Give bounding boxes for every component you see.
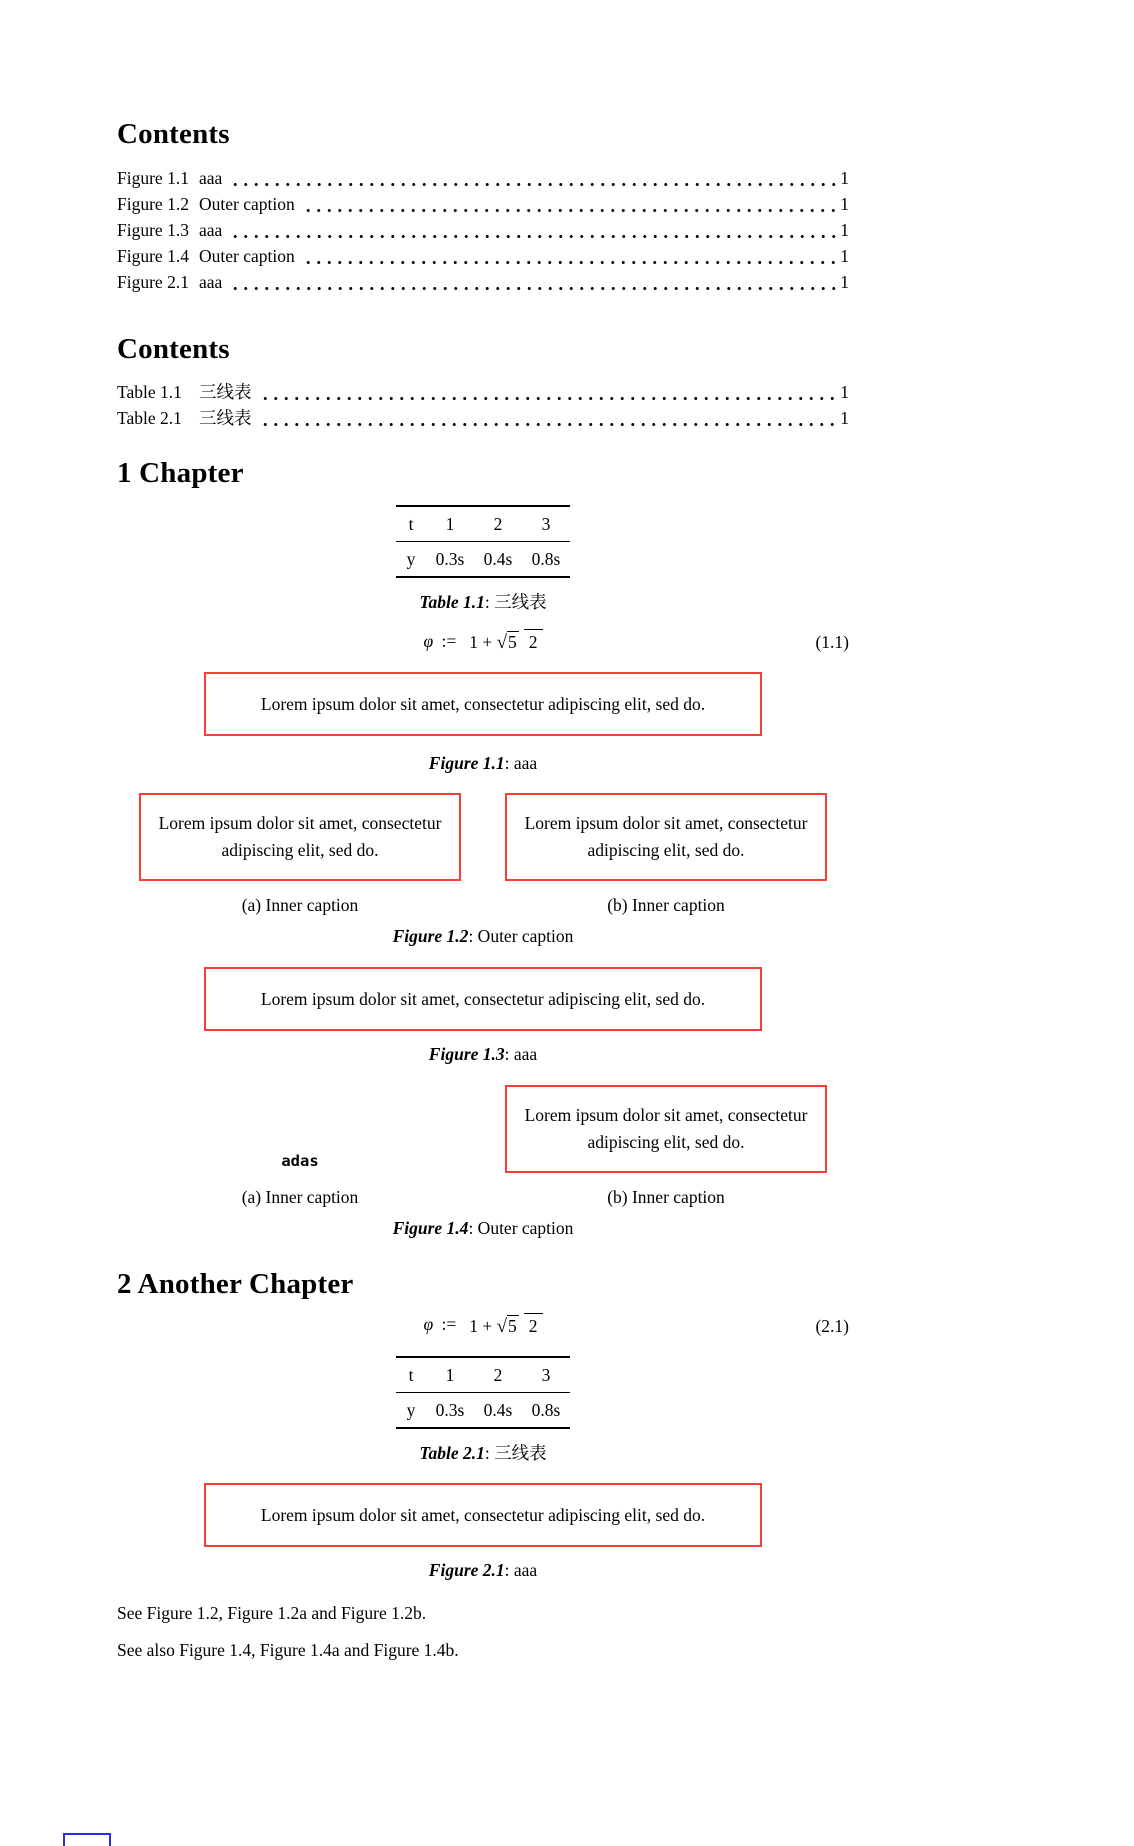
table-data-row	[396, 542, 570, 578]
radicand: 5	[508, 632, 517, 653]
table-cell: y	[406, 1399, 416, 1420]
subfigure-text: Lorem ipsum dolor sit amet, consectetur adipiscing elit, sed do.	[158, 813, 442, 861]
table-cell: t	[408, 1364, 414, 1385]
table-cell: 0.4s	[483, 549, 513, 569]
radical-sign: √	[496, 632, 508, 654]
table-data-row	[396, 1392, 570, 1428]
lot-heading: Contents	[117, 333, 230, 365]
figure-1-1-caption	[117, 752, 849, 775]
toc-entry-title: aaa	[199, 168, 223, 188]
subfigure-text: Lorem ipsum dolor sit amet, consectetur adipiscing elit, sed do.	[524, 813, 808, 861]
equation-1-1	[117, 628, 849, 656]
toc-entry-label: Figure 1.2	[117, 194, 189, 214]
toc-entry-table-2-1[interactable]	[117, 405, 849, 431]
toc-leader-dots	[230, 181, 836, 187]
figure-2-1-box	[204, 1483, 762, 1547]
table-1-1	[396, 505, 570, 578]
equation-body	[423, 1311, 542, 1339]
toc-entry-figure-2-1[interactable]	[117, 269, 849, 295]
numerator-prefix: 1 +	[469, 632, 493, 653]
caption-text: : aaa	[504, 1559, 538, 1580]
subfigure-1-4a	[117, 1085, 483, 1209]
subfigure-1-4b-caption: (b) Inner caption	[607, 1187, 725, 1208]
toc-page-number: 1	[840, 220, 849, 240]
list-of-tables	[117, 379, 849, 431]
toc-entry-title: Outer caption	[199, 194, 295, 214]
figure-2-1-caption	[117, 1559, 849, 1582]
figure-1-3-caption	[117, 1043, 849, 1066]
monospace-text: adas	[281, 1152, 319, 1171]
cursor-marker	[63, 1833, 111, 1846]
toc-entry-table-1-1[interactable]	[117, 379, 849, 405]
toc-entry-title: aaa	[199, 272, 223, 292]
toc-leader-dots	[230, 285, 836, 291]
table-cell: 0.3s	[435, 549, 465, 569]
toc-page-number: 1	[840, 246, 849, 266]
figure-1-2-caption	[117, 925, 849, 948]
caption-text: : Outer caption	[468, 1218, 574, 1239]
equation-phi: φ	[423, 1314, 434, 1335]
subfigure-1-4b-box	[505, 1085, 827, 1173]
toc-entry-label: Figure 2.1	[117, 272, 189, 292]
figure-1-3-text: Lorem ipsum dolor sit amet, consectetur adipiscing elit, sed do.	[260, 989, 706, 1010]
table-cell: 3	[541, 1364, 551, 1385]
equation-tag: (2.1)	[815, 1315, 849, 1336]
toc-entry-title: 三线表	[199, 408, 252, 428]
caption-text: : aaa	[504, 1044, 538, 1065]
toc-entry-figure-1-3[interactable]	[117, 217, 849, 243]
equation-relation: :=	[441, 1314, 457, 1335]
toc-leader-dots	[260, 395, 837, 401]
subfigure-1-4a-content	[117, 1085, 483, 1173]
caption-label: Figure 1.1	[428, 753, 505, 774]
toc-entry-figure-1-4[interactable]	[117, 243, 849, 269]
chapter-2-heading: 2 Another Chapter	[117, 1268, 354, 1301]
figure-2-1-text: Lorem ipsum dolor sit amet, consectetur adipiscing elit, sed do.	[260, 1504, 706, 1525]
caption-label: Figure 2.1	[428, 1559, 505, 1580]
toc-page-number: 1	[840, 194, 849, 214]
toc-leader-dots	[260, 421, 837, 427]
fraction-numerator	[464, 632, 524, 654]
table-cell: 2	[493, 514, 503, 534]
lof-heading: Contents	[117, 118, 230, 150]
table-2-1	[396, 1356, 570, 1429]
table-cell: 1	[445, 1364, 455, 1385]
toc-entry-figure-1-2[interactable]	[117, 191, 849, 217]
toc-entry-title: 三线表	[199, 382, 252, 402]
table-cell: y	[406, 549, 416, 569]
table-cell: t	[408, 514, 414, 534]
figure-1-4-caption	[117, 1217, 849, 1240]
subfigure-1-4a-caption: (a) Inner caption	[241, 1187, 359, 1208]
toc-entry-label: Table 2.1	[117, 408, 182, 428]
toc-leader-dots	[230, 233, 836, 239]
caption-label: Figure 1.2	[392, 926, 469, 947]
toc-page-number: 1	[840, 272, 849, 292]
caption-label: Figure 1.4	[392, 1218, 469, 1239]
toc-entry-figure-1-1[interactable]	[117, 165, 849, 191]
caption-label: Table 2.1	[419, 1442, 485, 1463]
table-cell: 0.8s	[531, 1399, 561, 1420]
toc-entry-label: Table 1.1	[117, 382, 182, 402]
equation-2-1	[117, 1311, 849, 1339]
subfigure-1-4b	[483, 1085, 849, 1209]
toc-entry-title: aaa	[199, 220, 223, 240]
fraction-numerator	[464, 1316, 524, 1338]
figure-1-1-box	[204, 672, 762, 736]
table-2-1-caption	[117, 1442, 849, 1465]
toc-entry-label: Figure 1.3	[117, 220, 189, 240]
paragraph-see-figure-14: See also Figure 1.4, Figure 1.4a and Figure 1.4b.	[117, 1639, 459, 1660]
subfigure-1-2b	[483, 793, 849, 917]
toc-leader-dots	[303, 207, 837, 213]
equation-tag: (1.1)	[815, 632, 849, 653]
toc-page-number: 1	[840, 168, 849, 188]
table-cell: 3	[541, 514, 551, 534]
caption-text: : Outer caption	[468, 926, 574, 947]
subfigure-1-2a-box	[139, 793, 461, 881]
caption-text: : 三线表	[484, 1442, 547, 1463]
radicand: 5	[508, 1315, 517, 1336]
toc-page-number: 1	[840, 408, 849, 428]
table-cell: 0.8s	[531, 549, 561, 569]
caption-text: : aaa	[504, 753, 538, 774]
subfigure-1-2a	[117, 793, 483, 917]
subfigure-1-2b-box	[505, 793, 827, 881]
fraction-denominator: 2	[524, 1313, 543, 1336]
caption-label: Table 1.1	[419, 592, 485, 612]
table-cell: 2	[493, 1364, 503, 1385]
table-cell: 0.3s	[435, 1399, 465, 1420]
caption-label: Figure 1.3	[428, 1044, 505, 1065]
figure-1-3-box	[204, 967, 762, 1031]
numerator-prefix: 1 +	[469, 1315, 493, 1336]
radical-sign: √	[496, 1315, 508, 1337]
figure-1-1-text: Lorem ipsum dolor sit amet, consectetur adipiscing elit, sed do.	[260, 694, 706, 715]
table-1-1-caption	[117, 591, 849, 614]
fraction	[464, 1313, 542, 1340]
toc-page-number: 1	[840, 382, 849, 402]
equation-relation: :=	[441, 631, 457, 651]
toc-entry-title: Outer caption	[199, 246, 295, 266]
toc-entry-label: Figure 1.1	[117, 168, 189, 188]
toc-leader-dots	[303, 259, 837, 265]
fraction	[464, 629, 542, 656]
fraction-denominator: 2	[524, 629, 543, 652]
subfigure-1-2b-caption: (b) Inner caption	[607, 895, 725, 916]
figure-1-4	[117, 1085, 849, 1209]
list-of-figures	[117, 165, 849, 295]
table-header-row	[396, 506, 570, 542]
equation-body	[423, 628, 542, 656]
table-cell: 0.4s	[483, 1399, 513, 1420]
equation-phi: φ	[423, 631, 434, 651]
toc-entry-label: Figure 1.4	[117, 246, 189, 266]
chapter-1-heading: 1 Chapter	[117, 457, 244, 489]
table-cell: 1	[445, 514, 455, 534]
caption-text: : 三线表	[484, 592, 547, 612]
paragraph-see-figure-12: See Figure 1.2, Figure 1.2a and Figure 1.2b.	[117, 1602, 427, 1623]
table-header-row	[396, 1357, 570, 1393]
figure-1-2	[117, 793, 849, 917]
subfigure-1-2a-caption: (a) Inner caption	[241, 895, 359, 916]
subfigure-text: Lorem ipsum dolor sit amet, consectetur adipiscing elit, sed do.	[524, 1105, 808, 1153]
